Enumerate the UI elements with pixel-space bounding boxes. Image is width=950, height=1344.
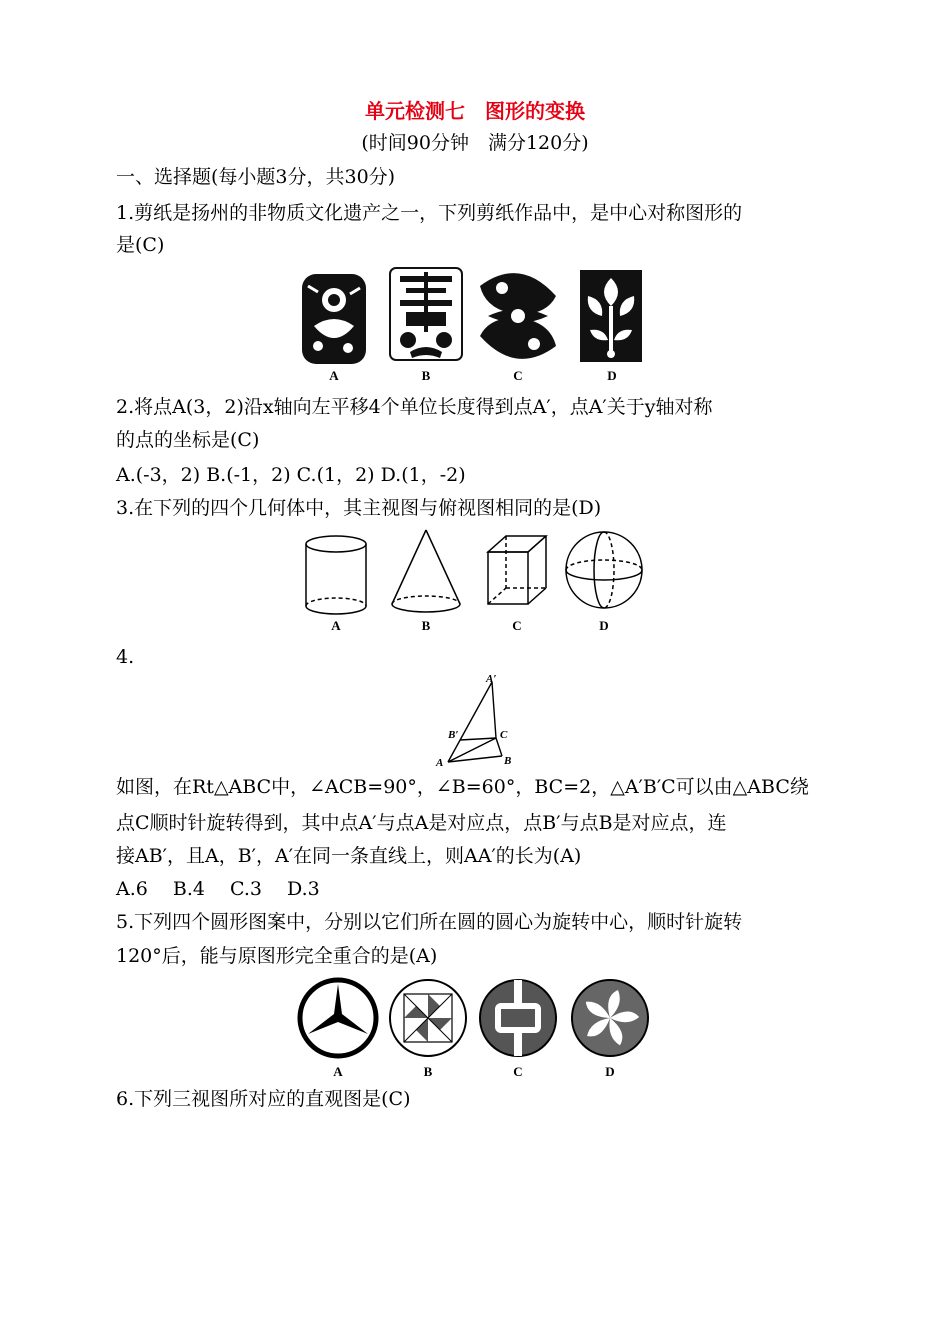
label-c: C [500, 729, 508, 741]
q4-number: 4. [116, 646, 135, 668]
q4-options: A.6 B.4 C.3 D.3 [116, 878, 320, 900]
q3-label-b: B [421, 618, 431, 633]
q2-text-line2: 的点的坐标是(C) [116, 429, 260, 451]
q4-text-line2: 点C顺时针旋转得到，其中点A′与点A是对应点，点B′与点B是对应点，连 [116, 812, 727, 834]
q4-triangle-figure [430, 670, 530, 770]
label-a: A [436, 757, 444, 769]
cylinder-shape [306, 536, 366, 614]
q3-solids-figure [296, 524, 656, 640]
q1-papercut-figure [296, 262, 666, 392]
q1-label-b: B [421, 368, 431, 383]
q1-label-a: A [329, 368, 339, 383]
papercut-a [302, 274, 366, 364]
q1-label-d: D [607, 368, 617, 383]
document-title: 单元检测七 图形的变换 [365, 99, 585, 123]
q5-label-d: D [605, 1064, 615, 1079]
q5-label-a: A [333, 1064, 343, 1079]
q3-label-a: A [331, 618, 341, 633]
papercut-d [580, 270, 642, 362]
q3-label-d: D [599, 618, 609, 633]
label-b: B [504, 755, 512, 767]
q1-text-line1: 1.剪纸是扬州的非物质文化遗产之一，下列剪纸作品中，是中心对称图形的 [116, 202, 743, 224]
q4-text-line1: 如图，在Rt△ABC中，∠ACB=90°，∠B=60°，BC=2，△A′B′C可以由△ABC绕 [116, 776, 809, 798]
q1-label-c: C [513, 368, 523, 383]
sphere-shape [566, 532, 642, 608]
q2-text-line1: 2.将点A(3，2)沿x轴向左平移4个单位长度得到点A′，点A′关于y轴对称 [116, 396, 713, 418]
q3-text-line1: 3.在下列的四个几何体中，其主视图与俯视图相同的是(D) [116, 497, 602, 519]
papercut-b [390, 268, 462, 360]
prism-shape [488, 536, 546, 604]
q5-text-line1: 5.下列四个圆形图案中，分别以它们所在圆的圆心为旋转中心，顺时针旋转 [116, 911, 743, 933]
q1-text-line2: 是(C) [116, 234, 165, 256]
cone-shape [392, 530, 460, 612]
pattern-a [300, 980, 376, 1056]
pattern-d [572, 980, 648, 1056]
section-heading: 一、选择题(每小题3分，共30分) [116, 166, 396, 188]
q5-label-c: C [513, 1064, 523, 1079]
q4-text-line3: 接AB′，且A，B′，A′在同一条直线上，则AA′的长为(A) [116, 845, 582, 867]
papercut-c [480, 273, 556, 359]
q5-label-b: B [423, 1064, 433, 1079]
q2-options: A.(-3，2) B.(-1，2) C.(1，2) D.(1，-2) [116, 464, 466, 486]
q3-label-c: C [512, 618, 522, 633]
pattern-c [480, 980, 556, 1056]
label-a-prime: A′ [486, 673, 497, 685]
document-subtitle: (时间90分钟 满分120分) [361, 132, 589, 154]
pattern-b [390, 980, 466, 1056]
q6-text-line1: 6.下列三视图所对应的直观图是(C) [116, 1088, 411, 1110]
q5-text-line2: 120°后，能与原图形完全重合的是(A) [116, 945, 438, 967]
label-b-prime: B′ [448, 729, 459, 741]
q5-circle-patterns-figure [296, 974, 662, 1084]
